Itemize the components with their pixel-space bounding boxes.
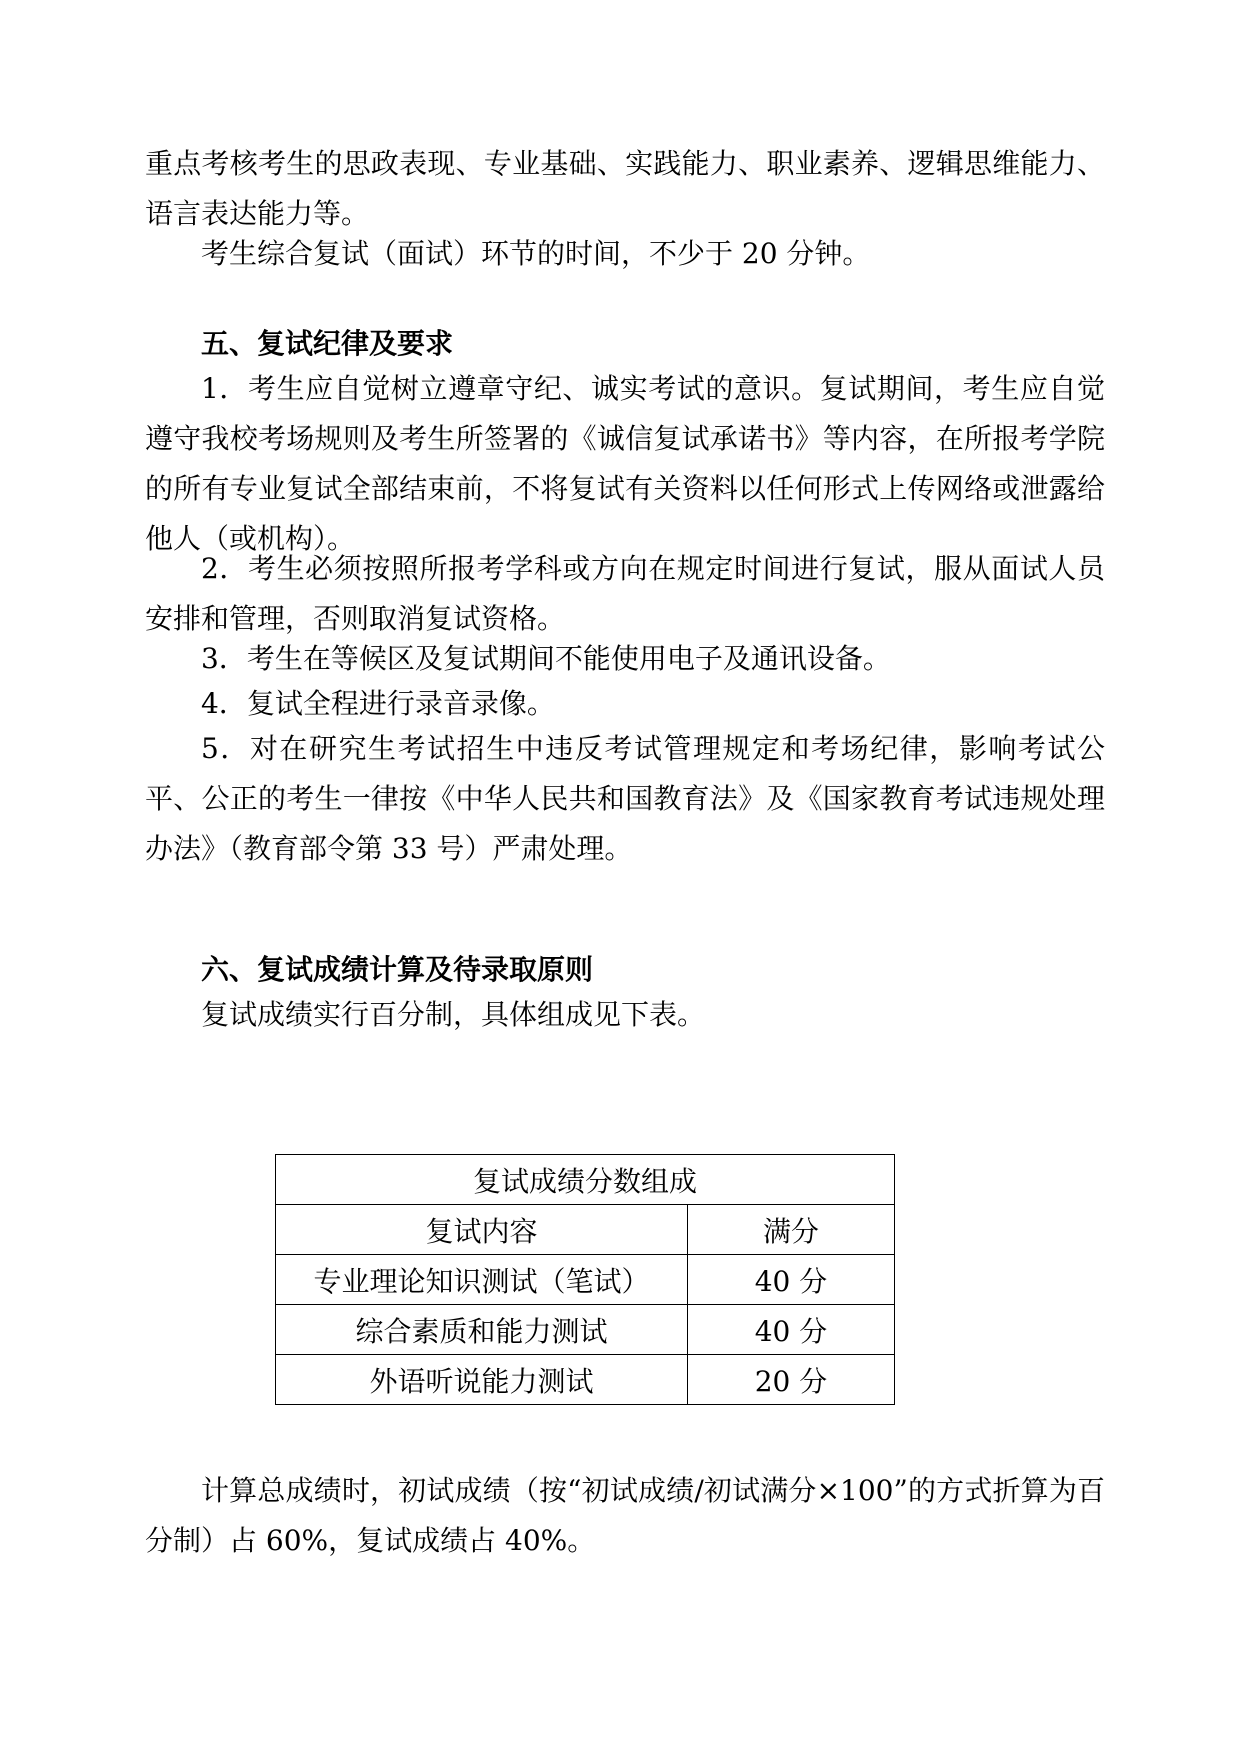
table-row xyxy=(276,1255,895,1305)
score-composition-table xyxy=(275,1154,895,1405)
table-cell-score: 40 分 xyxy=(687,1255,894,1305)
table-title: 复试成绩分数组成 xyxy=(276,1155,895,1205)
table-header-row xyxy=(276,1205,895,1255)
table-cell-content: 综合素质和能力测试 xyxy=(276,1305,688,1355)
discipline-item-5: 5．对在研究生考试招生中违反考试管理规定和考场纪律，影响考试公平、公正的考生一律按《中华人民共和国教育法》及《国家教育考试违规处理办法》（教育部令第 33 号）严肃处理。 xyxy=(145,732,1105,865)
paragraph-score-intro: 复试成绩实行百分制，具体组成见下表。 xyxy=(201,998,706,1031)
paragraph-interview-duration: 考生综合复试（面试）环节的时间，不少于 20 分钟。 xyxy=(201,237,871,270)
table-cell-content: 专业理论知识测试（笔试） xyxy=(276,1255,688,1305)
discipline-item-3: 3．考生在等候区及复试期间不能使用电子及通讯设备。 xyxy=(201,642,891,675)
section-heading-score-calculation: 六、复试成绩计算及待录取原则 xyxy=(201,953,594,986)
paragraph-assessment-focus: 重点考核考生的思政表现、专业基础、实践能力、职业素养、逻辑思维能力、语言表达能力等。 xyxy=(145,147,1105,230)
table-header-score: 满分 xyxy=(687,1205,894,1255)
section-heading-discipline: 五、复试纪律及要求 xyxy=(201,327,454,360)
discipline-item-1: 1．考生应自觉树立遵章守纪、诚实考试的意识。复试期间，考生应自觉遵守我校考场规则及考生所签署的《诚信复试承诺书》等内容，在所报考学院的所有专业复试全部结束前，不将复试有关资料以任何形式上传网络或泄露给他人（或机构）。 xyxy=(145,372,1105,555)
discipline-item-2: 2．考生必须按照所报考学科或方向在规定时间进行复试，服从面试人员安排和管理，否则取消复试资格。 xyxy=(145,552,1105,635)
discipline-item-4: 4．复试全程进行录音录像。 xyxy=(201,687,555,720)
table-header-content: 复试内容 xyxy=(276,1205,688,1255)
table-row xyxy=(276,1305,895,1355)
table-title-row xyxy=(276,1155,895,1205)
paragraph-total-score-rule: 计算总成绩时，初试成绩（按“初试成绩/初试满分×100”的方式折算为百分制）占 60%，复试成绩占 40%。 xyxy=(145,1474,1105,1557)
table-row xyxy=(276,1355,895,1405)
table-cell-content: 外语听说能力测试 xyxy=(276,1355,688,1405)
table-cell-score: 40 分 xyxy=(687,1305,894,1355)
table-cell-score: 20 分 xyxy=(687,1355,894,1405)
